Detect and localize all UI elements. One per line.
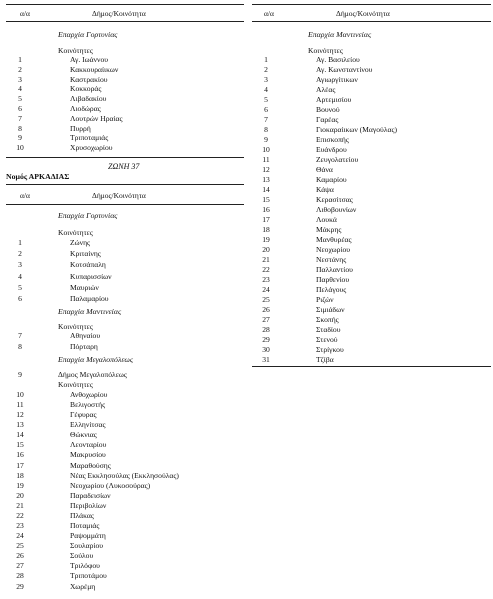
row-number: 8 <box>18 123 22 133</box>
community-name: Λιθοβουνίων <box>316 205 357 214</box>
row-number: 12 <box>262 165 270 174</box>
table-rule <box>252 21 491 22</box>
row-number: 24 <box>262 285 270 294</box>
row-number: 21 <box>16 500 24 510</box>
community-name: Σκοπής <box>316 315 339 324</box>
row-number: 10 <box>262 145 270 154</box>
row-number: 2 <box>264 65 268 74</box>
row-number: 31 <box>262 355 270 364</box>
community-name: Νεοχωρίου <box>316 245 351 254</box>
row-number: 11 <box>16 400 24 410</box>
row-number: 2 <box>18 249 22 259</box>
row-number: 7 <box>18 331 22 340</box>
community-name: Χωρέμη <box>70 581 96 591</box>
table-rule <box>6 21 244 22</box>
community-name: Πλάκας <box>70 510 94 520</box>
row-number: 5 <box>18 94 22 104</box>
community-name: Κακκουραίικων <box>70 64 119 74</box>
table-rule <box>6 204 244 205</box>
community-name: Τριποταμιάς <box>70 133 109 143</box>
row-number: 23 <box>262 275 270 284</box>
community-name: Καστρακίου <box>70 74 108 84</box>
community-name: Χρυσοχωρίου <box>70 143 113 153</box>
community-name: Αγ. Βασιλείου <box>316 55 360 64</box>
community-name: Λιοδώρας <box>70 104 101 113</box>
community-name: Θώκνιας <box>70 430 97 440</box>
community-name: Κοκκοράς <box>70 84 102 94</box>
community-name: Τριποτάμου <box>70 571 107 581</box>
community-name: Ριζών <box>316 295 334 304</box>
community-name: Βουνού <box>316 105 340 114</box>
row-number: 9 <box>18 133 22 143</box>
community-name: Αγ. Κωνσταντίνου <box>316 65 373 74</box>
row-number: 27 <box>262 315 270 324</box>
row-number: 9 <box>18 370 22 379</box>
community-name: Μάκρης <box>316 225 342 234</box>
community-name: Κοτσάπαλη <box>70 260 106 270</box>
community-name: Περιβολίων <box>70 500 107 510</box>
community-name: Ζώνης <box>70 238 91 247</box>
zone-heading: ΖΩΝΗ 37 <box>108 162 140 171</box>
community-name: Πυρρή <box>70 123 91 133</box>
row-number: 25 <box>262 295 270 304</box>
row-number: 20 <box>16 490 24 500</box>
column-header-aa: α/α <box>20 191 30 200</box>
community-name: Παλλαντίου <box>316 265 353 274</box>
community-name: Κάψα <box>316 185 334 194</box>
row-number: 6 <box>264 105 268 114</box>
community-name: Ευάνδρου <box>316 145 347 154</box>
row-number: 18 <box>16 470 24 480</box>
community-name: Καμαρίου <box>316 175 347 184</box>
community-name: Κυπαρισσίων <box>70 271 112 281</box>
row-number: 7 <box>18 113 22 123</box>
row-number: 11 <box>262 155 270 164</box>
row-number: 19 <box>262 235 270 244</box>
row-number: 28 <box>16 571 24 581</box>
community-name: Νεστάνης <box>316 255 347 264</box>
row-number: 16 <box>262 205 270 214</box>
row-number: 13 <box>262 175 270 184</box>
community-name: Σιμιάδων <box>316 305 345 314</box>
row-number: 3 <box>18 260 22 270</box>
table-rule <box>6 184 244 185</box>
community-name: Στρίγκου <box>316 345 344 354</box>
row-number: 7 <box>264 115 268 124</box>
row-number: 3 <box>18 74 22 84</box>
community-name: Παραδεισίων <box>70 490 111 500</box>
row-number: 2 <box>18 64 22 74</box>
prefecture-heading: Νομός ΑΡΚΑΔΙΑΣ <box>6 172 70 181</box>
row-number: 26 <box>16 551 24 561</box>
community-name: Νέας Εκκλησούλας (Εκκλησούλας) <box>70 470 179 480</box>
community-name: Αγιωργίτικων <box>316 75 358 84</box>
row-number: 5 <box>264 95 268 104</box>
row-number: 1 <box>18 238 22 247</box>
row-number: 8 <box>264 125 268 134</box>
community-name: Σταδίου <box>316 325 341 334</box>
row-number: 4 <box>18 84 22 94</box>
column-header-aa: α/α <box>20 9 30 18</box>
row-number: 8 <box>18 342 22 351</box>
community-name: Κριταίνης <box>70 249 101 259</box>
row-number: 10 <box>16 390 24 399</box>
column-header-title: Δήμος/Κοινότητα <box>92 191 146 200</box>
row-number: 4 <box>18 271 22 281</box>
community-name: Ζευγολατείου <box>316 155 359 164</box>
row-number: 26 <box>262 305 270 314</box>
column-header-aa: α/α <box>264 9 274 18</box>
row-number: 16 <box>16 450 24 460</box>
row-number: 12 <box>16 410 24 420</box>
province-heading: Επαρχία Γορτυνίας <box>58 211 118 220</box>
row-number: 1 <box>18 55 22 64</box>
table-rule <box>252 4 491 5</box>
row-number: 17 <box>16 460 24 470</box>
community-name: Στενού <box>316 335 338 344</box>
row-number: 10 <box>16 143 24 153</box>
community-name: Ελληνίτσας <box>70 420 106 430</box>
row-number: 13 <box>16 420 24 430</box>
community-name: Ποταμιάς <box>70 521 100 531</box>
row-number: 24 <box>16 531 24 541</box>
community-name: Λουτρών Ηραίας <box>70 113 123 123</box>
row-number: 14 <box>16 430 24 440</box>
category-label: Κοινότητες <box>58 228 93 237</box>
table-rule <box>6 4 244 5</box>
community-name: Πόρταρη <box>70 342 98 351</box>
community-name: Αθηναίου <box>70 331 101 340</box>
community-name: Σούλου <box>70 551 94 561</box>
row-number: 3 <box>264 75 268 84</box>
community-name: Σουλαρίου <box>70 541 104 551</box>
community-name: Βελιγοστής <box>70 400 106 410</box>
row-number: 9 <box>264 135 268 144</box>
community-name: Μανθυρέας <box>316 235 352 244</box>
row-number: 19 <box>16 480 24 490</box>
category-label: Κοινότητες <box>308 46 343 55</box>
table-rule <box>252 366 491 367</box>
community-name: Λεονταρίου <box>70 440 107 450</box>
community-name: Κερασίτσας <box>316 195 353 204</box>
row-number: 20 <box>262 245 270 254</box>
community-name: Ανθοχωρίου <box>70 390 108 399</box>
row-number: 18 <box>262 225 270 234</box>
row-number: 29 <box>262 335 270 344</box>
row-number: 6 <box>18 104 22 113</box>
community-name: Νεοχωρίου (Λυκοσούρας) <box>70 480 151 490</box>
community-name: Γαρέας <box>316 115 339 124</box>
row-number: 28 <box>262 325 270 334</box>
province-heading: Επαρχία Μαντινείας <box>58 307 122 316</box>
community-name: Επισκοπής <box>316 135 349 144</box>
table-rule <box>6 157 244 158</box>
row-number: 4 <box>264 85 268 94</box>
province-heading: Επαρχία Μεγαλοπόλεως <box>58 355 134 364</box>
community-name: Πελάγους <box>316 285 347 294</box>
row-number: 14 <box>262 185 270 194</box>
community-name: Θάνα <box>316 165 333 174</box>
community-name: Ραψομμάτη <box>70 531 106 541</box>
province-heading: Επαρχία Γορτυνίας <box>58 30 118 39</box>
category-label: Κοινότητες <box>58 46 93 55</box>
column-header-title: Δήμος/Κοινότητα <box>92 9 146 18</box>
row-number: 5 <box>18 282 22 292</box>
row-number: 17 <box>262 215 270 224</box>
community-name: Τριλόφου <box>70 561 100 571</box>
row-number: 22 <box>16 510 24 520</box>
column-header-title: Δήμος/Κοινότητα <box>336 9 390 18</box>
province-heading: Επαρχία Μαντινείας <box>308 30 372 39</box>
row-number: 27 <box>16 561 24 571</box>
community-name: Μαυριών <box>70 282 99 292</box>
row-number: 1 <box>264 55 268 64</box>
row-number: 15 <box>16 440 24 450</box>
row-number: 22 <box>262 265 270 274</box>
community-name: Μαραθούσης <box>70 460 111 470</box>
community-name: Λιβαδακίου <box>70 94 107 104</box>
row-number: 30 <box>262 345 270 354</box>
community-name: Τζίβα <box>316 355 334 364</box>
category-label: Κοινότητες <box>58 322 93 331</box>
category-label: Κοινότητες <box>58 380 93 389</box>
row-number: 15 <box>262 195 270 204</box>
community-name: Γιοκαραίικων (Μαγούλας) <box>316 125 398 134</box>
row-number: 23 <box>16 521 24 531</box>
row-number: 25 <box>16 541 24 551</box>
row-number: 21 <box>262 255 270 264</box>
row-number: 29 <box>16 581 24 591</box>
community-name: Μακρυσίου <box>70 450 106 460</box>
community-name: Παρθενίου <box>316 275 350 284</box>
municipality-name: Δήμος Μεγαλοπόλεως <box>58 370 127 379</box>
community-name: Γέφυρας <box>70 410 97 420</box>
community-name: Παλαμαρίου <box>70 294 109 303</box>
row-number: 6 <box>18 294 22 303</box>
community-name: Αλέας <box>316 85 336 94</box>
community-name: Αρτεμισίου <box>316 95 352 104</box>
community-name: Λουκά <box>316 215 337 224</box>
community-name: Αγ. Ιωάννου <box>70 55 109 64</box>
